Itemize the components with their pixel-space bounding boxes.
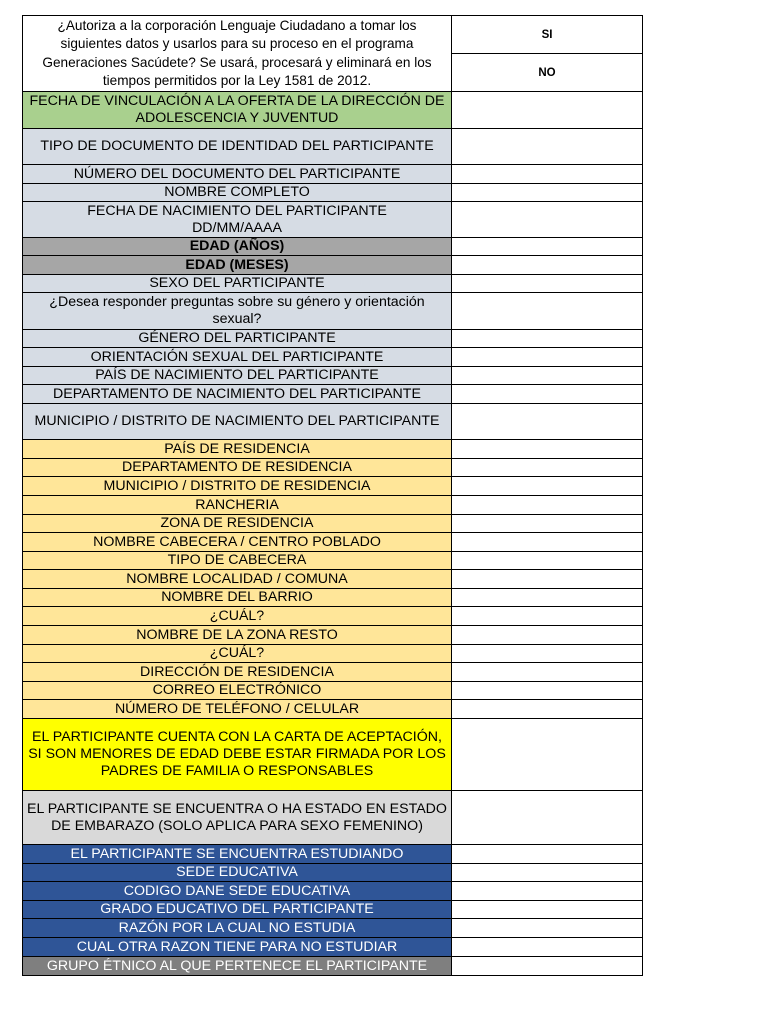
field-label: NOMBRE LOCALIDAD / COMUNA xyxy=(23,570,452,588)
field-value-cell[interactable] xyxy=(452,626,642,644)
field-value-cell[interactable] xyxy=(452,202,642,237)
form-row xyxy=(23,570,642,589)
field-value-cell[interactable] xyxy=(452,570,642,588)
form-row xyxy=(23,938,642,957)
field-rows xyxy=(23,92,642,975)
field-value-cell[interactable] xyxy=(452,367,642,384)
field-label: PAÍS DE NACIMIENTO DEL PARTICIPANTE xyxy=(23,367,452,384)
consent-row xyxy=(23,16,642,92)
field-value-cell[interactable] xyxy=(452,496,642,514)
form-row xyxy=(23,719,642,791)
form-row xyxy=(23,367,642,385)
registration-form-table xyxy=(22,15,643,976)
field-value-cell[interactable] xyxy=(452,275,642,292)
field-value-cell[interactable] xyxy=(452,901,642,918)
form-row xyxy=(23,791,642,845)
form-row xyxy=(23,440,642,459)
form-row xyxy=(23,882,642,901)
field-label: TIPO DE CABECERA xyxy=(23,552,452,569)
field-label: EL PARTICIPANTE SE ENCUENTRA ESTUDIANDO xyxy=(23,845,452,863)
field-label: GRUPO ÉTNICO AL QUE PERTENECE EL PARTICIPANTE xyxy=(23,957,452,975)
field-label: ¿CUÁL? xyxy=(23,645,452,662)
form-row xyxy=(23,92,642,129)
field-value-cell[interactable] xyxy=(452,515,642,532)
field-label: FECHA DE VINCULACIÓN A LA OFERTA DE LA DIRECCIÓN DE ADOLESCENCIA Y JUVENTUD xyxy=(23,92,452,128)
field-value-cell[interactable] xyxy=(452,184,642,201)
form-row xyxy=(23,256,642,275)
field-value-cell[interactable] xyxy=(452,165,642,183)
form-row xyxy=(23,957,642,975)
consent-option-yes[interactable]: SI xyxy=(541,28,553,41)
form-row xyxy=(23,864,642,882)
form-row xyxy=(23,901,642,919)
field-label: PAÍS DE RESIDENCIA xyxy=(23,440,452,458)
form-row xyxy=(23,129,642,165)
form-row xyxy=(23,645,642,663)
field-value-cell[interactable] xyxy=(452,477,642,495)
field-label: SEDE EDUCATIVA xyxy=(23,864,452,881)
form-row xyxy=(23,165,642,184)
field-label: NOMBRE CABECERA / CENTRO POBLADO xyxy=(23,533,452,551)
field-label: DEPARTAMENTO DE RESIDENCIA xyxy=(23,459,452,476)
field-value-cell[interactable] xyxy=(452,845,642,863)
field-label: NOMBRE COMPLETO xyxy=(23,184,452,201)
form-row xyxy=(23,404,642,440)
form-row xyxy=(23,385,642,404)
form-row xyxy=(23,293,642,330)
field-label: FECHA DE NACIMIENTO DEL PARTICIPANTE DD/MM/AAAA xyxy=(23,202,452,237)
field-value-cell[interactable] xyxy=(452,533,642,551)
form-row xyxy=(23,533,642,552)
field-value-cell[interactable] xyxy=(452,607,642,625)
form-row xyxy=(23,202,642,238)
field-value-cell[interactable] xyxy=(452,129,642,164)
form-row xyxy=(23,477,642,496)
field-value-cell[interactable] xyxy=(452,293,642,329)
form-row xyxy=(23,515,642,533)
form-row xyxy=(23,275,642,293)
field-label: RAZÓN POR LA CUAL NO ESTUDIA xyxy=(23,919,452,937)
field-value-cell[interactable] xyxy=(452,440,642,458)
form-row xyxy=(23,682,642,700)
field-label: RANCHERIA xyxy=(23,496,452,514)
field-value-cell[interactable] xyxy=(452,957,642,975)
field-label: GÉNERO DEL PARTICIPANTE xyxy=(23,330,452,347)
form-row xyxy=(23,348,642,367)
field-label: CORREO ELECTRÓNICO xyxy=(23,682,452,699)
field-label: MUNICIPIO / DISTRITO DE NACIMIENTO DEL PARTICIPANTE xyxy=(23,404,452,439)
field-value-cell[interactable] xyxy=(452,864,642,881)
field-label: NÚMERO DEL DOCUMENTO DEL PARTICIPANTE xyxy=(23,165,452,183)
field-value-cell[interactable] xyxy=(452,552,642,569)
field-label: EL PARTICIPANTE SE ENCUENTRA O HA ESTADO EN ESTADO DE EMBARAZO (SOLO APLICA PARA SEXO FEMENINO) xyxy=(23,791,452,844)
form-row xyxy=(23,845,642,864)
field-value-cell[interactable] xyxy=(452,719,642,790)
field-label: GRADO EDUCATIVO DEL PARTICIPANTE xyxy=(23,901,452,918)
field-value-cell[interactable] xyxy=(452,589,642,606)
field-value-cell[interactable] xyxy=(452,256,642,274)
field-label: DIRECCIÓN DE RESIDENCIA xyxy=(23,663,452,681)
field-label: EDAD (MESES) xyxy=(23,256,452,274)
field-value-cell[interactable] xyxy=(452,645,642,662)
field-value-cell[interactable] xyxy=(452,938,642,956)
form-row xyxy=(23,330,642,348)
consent-options xyxy=(452,16,642,91)
form-row xyxy=(23,496,642,515)
field-value-cell[interactable] xyxy=(452,238,642,255)
field-label: SEXO DEL PARTICIPANTE xyxy=(23,275,452,292)
field-label: MUNICIPIO / DISTRITO DE RESIDENCIA xyxy=(23,477,452,495)
field-label: ZONA DE RESIDENCIA xyxy=(23,515,452,532)
field-value-cell[interactable] xyxy=(452,404,642,439)
field-label: CUAL OTRA RAZON TIENE PARA NO ESTUDIAR xyxy=(23,938,452,956)
field-value-cell[interactable] xyxy=(452,92,642,128)
form-row xyxy=(23,552,642,570)
field-value-cell[interactable] xyxy=(452,700,642,718)
field-label: TIPO DE DOCUMENTO DE IDENTIDAD DEL PARTICIPANTE xyxy=(23,129,452,164)
form-row xyxy=(23,700,642,719)
field-value-cell[interactable] xyxy=(452,663,642,681)
field-value-cell[interactable] xyxy=(452,791,642,844)
field-label: DEPARTAMENTO DE NACIMIENTO DEL PARTICIPANTE xyxy=(23,385,452,403)
field-label: EL PARTICIPANTE CUENTA CON LA CARTA DE ACEPTACIÓN, SI SON MENORES DE EDAD DEBE ESTAR FIRMADA POR LOS PADRES DE FAMILIA O RESPONSABLES xyxy=(23,719,452,790)
form-row xyxy=(23,238,642,256)
field-label: NOMBRE DE LA ZONA RESTO xyxy=(23,626,452,644)
consent-option-no[interactable]: NO xyxy=(452,53,642,91)
form-row xyxy=(23,919,642,938)
form-row xyxy=(23,626,642,645)
field-value-cell[interactable] xyxy=(452,919,642,937)
consent-question: ¿Autoriza a la corporación Lenguaje Ciudadano a tomar los siguientes datos y usarlos para su proceso en el programa Generaciones Sacúdete? Se usará, procesará y eliminará en los tiempos permitidos por la Ley 1581 de 2012. xyxy=(23,16,452,91)
form-row xyxy=(23,184,642,202)
field-value-cell[interactable] xyxy=(452,459,642,476)
field-label: ¿Desea responder preguntas sobre su género y orientación sexual? xyxy=(23,293,452,329)
field-label: ¿CUÁL? xyxy=(23,607,452,625)
field-label: ORIENTACIÓN SEXUAL DEL PARTICIPANTE xyxy=(23,348,452,366)
field-label: NOMBRE DEL BARRIO xyxy=(23,589,452,606)
field-label: CODIGO DANE SEDE EDUCATIVA xyxy=(23,882,452,900)
form-row xyxy=(23,663,642,682)
form-row xyxy=(23,607,642,626)
field-value-cell[interactable] xyxy=(452,882,642,900)
field-label: NÚMERO DE TELÉFONO / CELULAR xyxy=(23,700,452,718)
form-row xyxy=(23,459,642,477)
field-label: EDAD (AÑOS) xyxy=(23,238,452,255)
field-value-cell[interactable] xyxy=(452,385,642,403)
form-row xyxy=(23,589,642,607)
field-value-cell[interactable] xyxy=(452,330,642,347)
field-value-cell[interactable] xyxy=(452,348,642,366)
field-value-cell[interactable] xyxy=(452,682,642,699)
